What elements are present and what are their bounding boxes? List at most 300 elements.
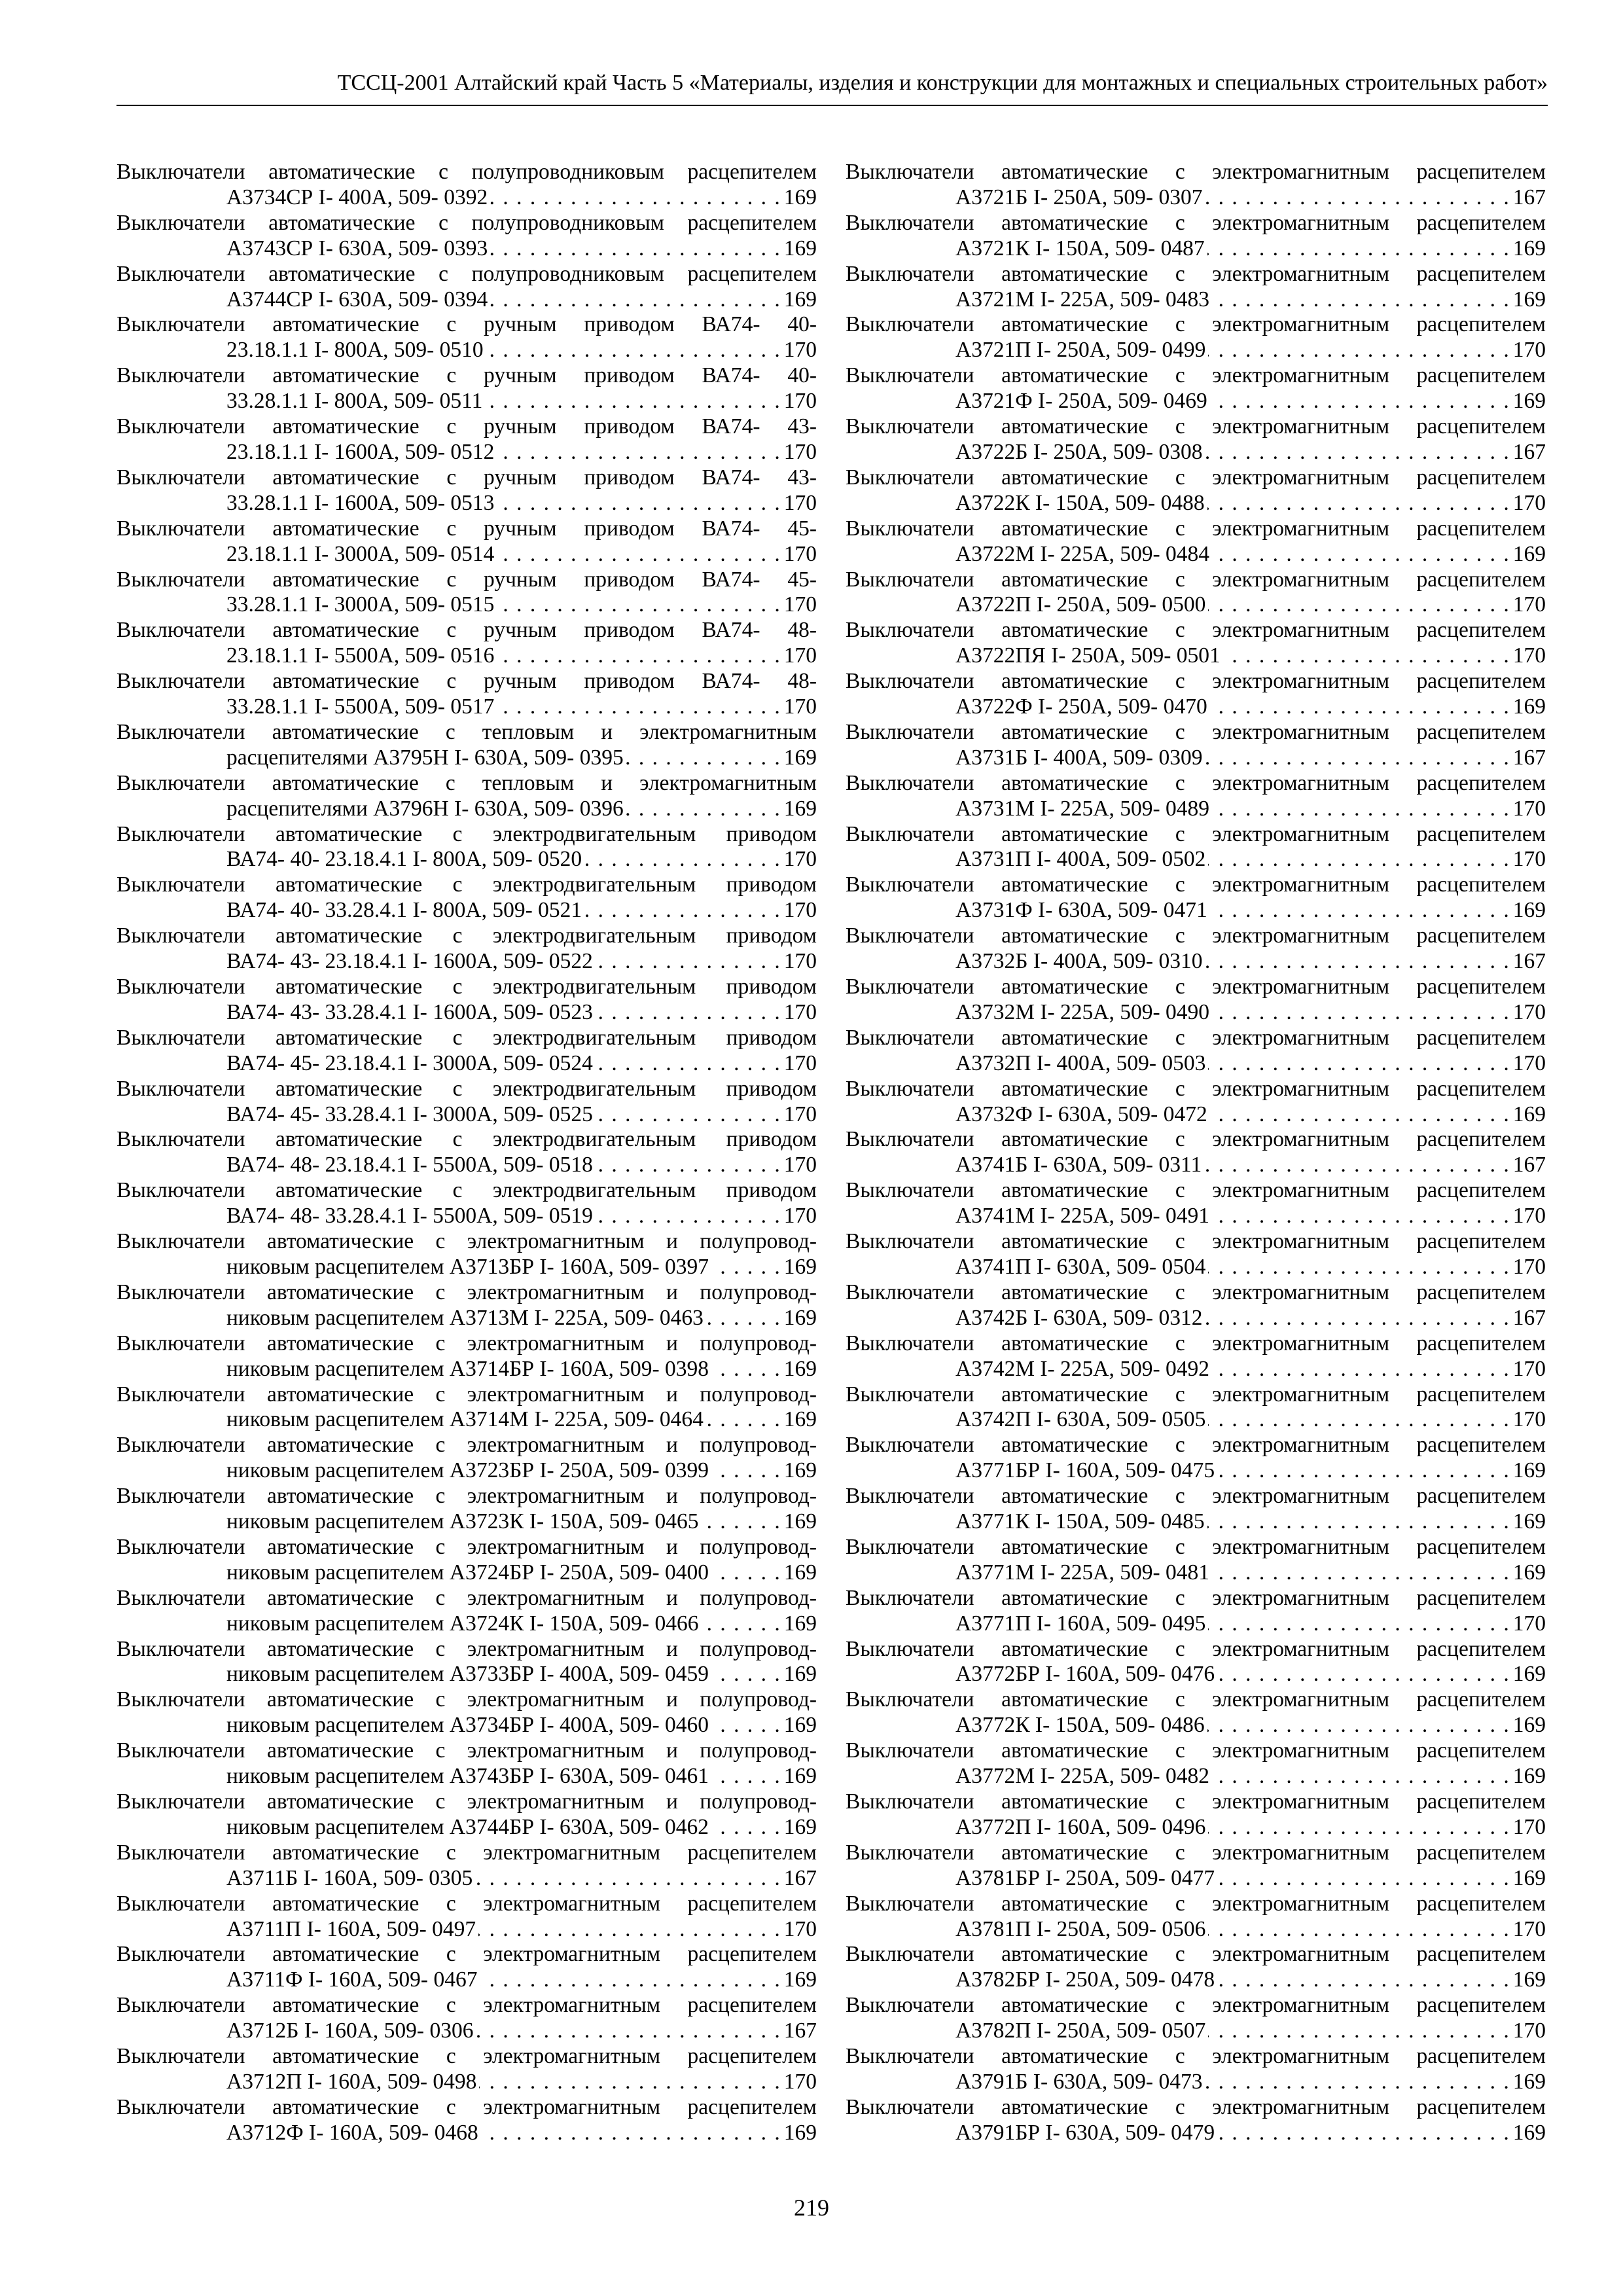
dot-leader [1210, 694, 1510, 720]
dot-leader [497, 542, 781, 567]
index-entry [116, 618, 817, 669]
entry-title: Выключатели автоматические с электромагнитным и полупровод- [116, 1484, 817, 1509]
index-entry [116, 1892, 817, 1943]
index-entry [846, 1942, 1546, 1993]
entry-continuation [116, 1560, 817, 1586]
dot-leader [706, 1407, 781, 1433]
entry-designation: А3722П I- 250А, 509- 0500 [955, 592, 1206, 617]
entry-designation: А3722К I- 150А, 509- 0488 [955, 490, 1205, 515]
entry-title: Выключатели автоматические с электромагнитным расцепителем [116, 2044, 817, 2069]
entry-continuation [846, 2018, 1546, 2044]
index-entry [116, 1229, 817, 1280]
entry-continuation [846, 1255, 1546, 1280]
entry-title: Выключатели автоматические с электромагнитным расцепителем [116, 1840, 817, 1865]
dot-leader [1208, 338, 1510, 363]
entry-page-number: 170 [1512, 999, 1546, 1024]
index-entry [116, 1993, 817, 2044]
entry-page-number: 167 [1512, 745, 1546, 770]
index-entry [116, 211, 817, 262]
dot-leader [1208, 1255, 1510, 1280]
entry-designation: А3721П I- 250А, 509- 0499 [955, 338, 1206, 363]
index-entry [116, 1942, 817, 1993]
dot-leader [596, 949, 781, 975]
entry-continuation [116, 1153, 817, 1178]
entry-continuation [116, 1204, 817, 1229]
entry-continuation [846, 949, 1546, 975]
index-entry [116, 1127, 817, 1178]
entry-designation: А3772БР I- 160А, 509- 0476 [955, 1662, 1215, 1687]
entry-page-number: 169 [783, 1764, 817, 1789]
index-entry [846, 1127, 1546, 1178]
dot-leader [701, 1611, 781, 1637]
entry-page-number: 169 [783, 1967, 817, 1992]
entry-page-number: 169 [1512, 1764, 1546, 1789]
index-entry [116, 669, 817, 720]
entry-designation: 23.18.1.1 I- 800А, 509- 0510 [226, 338, 484, 363]
entry-designation: 23.18.1.1 I- 1600А, 509- 0512 [226, 439, 495, 464]
entry-page-number: 170 [783, 592, 817, 617]
index-entry [116, 1535, 817, 1586]
index-entry [846, 822, 1546, 873]
dot-leader [497, 491, 781, 516]
entry-page-number: 170 [1512, 1916, 1546, 1941]
entry-continuation [846, 491, 1546, 516]
index-entry [846, 1892, 1546, 1943]
entry-page-number: 170 [783, 999, 817, 1024]
entry-designation: А3771М I- 225А, 509- 0481 [955, 1560, 1210, 1585]
entry-continuation [846, 1458, 1546, 1484]
entry-designation: А3712Б I- 160А, 509- 0306 [226, 2018, 474, 2043]
dot-leader [1210, 898, 1510, 924]
entry-continuation [846, 1153, 1546, 1178]
index-entry [846, 1687, 1546, 1738]
entry-page-number: 170 [1512, 2018, 1546, 2043]
entry-continuation [846, 2121, 1546, 2146]
dot-leader [1208, 1611, 1510, 1637]
entry-continuation [846, 1764, 1546, 1789]
entry-title: Выключатели автоматические с электромагнитным расцепителем [846, 1738, 1546, 1763]
index-entry [846, 1178, 1546, 1229]
index-entry [116, 2095, 817, 2146]
index-entry [116, 1586, 817, 1637]
entry-title: Выключатели автоматические с электродвигательным приводом [116, 1178, 817, 1203]
entry-page-number: 170 [783, 1916, 817, 1941]
dot-leader [706, 1306, 781, 1331]
entry-title: Выключатели автоматические с электромагнитным расцепителем [116, 1993, 817, 2018]
dot-leader [596, 1204, 781, 1229]
entry-designation: А3731Ф I- 630А, 509- 0471 [955, 898, 1207, 923]
entry-page-number: 167 [783, 2018, 817, 2043]
index-entry [846, 872, 1546, 924]
index-entry [846, 975, 1546, 1026]
entry-designation: никовым расцепителем А3734БР I- 400А, 509- 0460 [226, 1713, 709, 1738]
entry-title: Выключатели автоматические с электромагнитным и полупровод- [116, 1738, 817, 1763]
index-entry [116, 567, 817, 619]
dot-leader [711, 1255, 781, 1280]
entry-designation: никовым расцепителем А3723БР I- 250А, 509- 0399 [226, 1458, 709, 1483]
dot-leader [584, 898, 781, 924]
index-entry [846, 1229, 1546, 1280]
entry-page-number: 169 [783, 1458, 817, 1483]
index-entry [116, 1433, 817, 1484]
entry-designation: ВА74- 48- 23.18.4.1 I- 5500А, 509- 0518 [226, 1153, 593, 1177]
entry-continuation [846, 797, 1546, 822]
dot-leader [490, 185, 781, 211]
dot-leader [596, 1153, 781, 1178]
entry-continuation [846, 1662, 1546, 1687]
entry-title: Выключатели автоматические с электромагнитным расцепителем [846, 261, 1546, 286]
entry-designation: А3722ПЯ I- 250А, 509- 0501 [955, 643, 1221, 668]
dot-leader [711, 1458, 781, 1484]
entry-designation: А3712П I- 160А, 509- 0498 [226, 2069, 477, 2094]
entry-page-number: 170 [783, 1102, 817, 1126]
entry-continuation [116, 1713, 817, 1738]
dot-leader [481, 2121, 781, 2146]
entry-page-number: 169 [783, 1560, 817, 1585]
dot-leader [1212, 797, 1510, 822]
entry-title: Выключатели автоматические с электромагнитным расцепителем [846, 872, 1546, 897]
dot-leader [497, 440, 781, 465]
index-entry [116, 1637, 817, 1688]
index-entry [846, 567, 1546, 619]
entry-page-number: 169 [783, 1407, 817, 1432]
dot-leader [490, 287, 781, 313]
index-entry [116, 1687, 817, 1738]
entry-title: Выключатели автоматические с электромагнитным и полупровод- [116, 1331, 817, 1355]
entry-continuation [116, 2018, 817, 2044]
entry-designation: А3743СР I- 630А, 509- 0393 [226, 236, 488, 260]
entry-title: Выключатели автоматические с электромагнитным и полупровод- [116, 1789, 817, 1814]
index-entry [116, 516, 817, 567]
entry-page-number: 170 [1512, 490, 1546, 515]
entry-continuation [116, 1866, 817, 1892]
entry-title: Выключатели автоматические с электромагнитным и полупровод- [116, 1636, 817, 1661]
entry-title: Выключатели автоматические с ручным приводом ВА74- 40- [116, 312, 817, 337]
entry-designation: 23.18.1.1 I- 5500А, 509- 0516 [226, 643, 495, 668]
entry-designation: А3782П I- 250А, 509- 0507 [955, 2018, 1206, 2043]
entry-designation: А3741Б I- 630А, 509- 0311 [955, 1153, 1202, 1177]
entry-continuation [846, 338, 1546, 363]
entry-designation: А3791Б I- 630А, 509- 0473 [955, 2069, 1203, 2094]
index-entry [116, 1280, 817, 1331]
entry-title: Выключатели автоматические с электромагнитным расцепителем [846, 770, 1546, 795]
entry-continuation [846, 847, 1546, 872]
index-entry [846, 465, 1546, 516]
entry-designation: А3742П I- 630А, 509- 0505 [955, 1407, 1206, 1432]
entry-continuation [116, 185, 817, 211]
entry-continuation [116, 745, 817, 771]
entry-title: Выключатели автоматические с электромагнитным расцепителем [846, 1636, 1546, 1661]
entry-designation: ВА74- 43- 33.28.4.1 I- 1600А, 509- 0523 [226, 999, 593, 1024]
index-column-right [846, 160, 1546, 2146]
entry-designation: А3771К I- 150А, 509- 0485 [955, 1509, 1205, 1534]
entry-title: Выключатели автоматические с электромагнитным расцепителем [846, 210, 1546, 235]
dot-leader [1212, 1560, 1510, 1586]
dot-leader [475, 1866, 781, 1892]
entry-title: Выключатели автоматические с электромагнитным расцепителем [846, 618, 1546, 643]
entry-title: Выключатели автоматические с электромагнитным расцепителем [846, 1178, 1546, 1203]
index-entry [846, 211, 1546, 262]
entry-continuation [116, 491, 817, 516]
entry-title: Выключатели автоматические с электромагнитным расцепителем [846, 719, 1546, 744]
index-entry [846, 1789, 1546, 1840]
entry-continuation [116, 1407, 817, 1433]
entry-page-number: 169 [783, 1509, 817, 1534]
entry-continuation [116, 1764, 817, 1789]
index-entry [846, 262, 1546, 313]
index-entry [116, 872, 817, 924]
entry-page-number: 169 [783, 745, 817, 770]
entry-designation: А3721М I- 225А, 509- 0483 [955, 287, 1210, 312]
entry-page-number: 169 [783, 1814, 817, 1839]
entry-page-number: 170 [1512, 1356, 1546, 1381]
index-entry [116, 465, 817, 516]
entry-page-number: 167 [1512, 1305, 1546, 1330]
entry-continuation [116, 949, 817, 975]
entry-continuation [116, 2070, 817, 2095]
entry-page-number: 169 [783, 1662, 817, 1687]
entry-title: Выключатели автоматические с электромагнитным расцепителем [846, 2094, 1546, 2119]
entry-title: Выключатели автоматические с электромагнитным расцепителем [846, 1433, 1546, 1458]
entry-continuation [846, 1000, 1546, 1026]
entry-designation: 23.18.1.1 I- 3000А, 509- 0514 [226, 541, 495, 566]
index-entry [846, 1382, 1546, 1433]
entry-designation: А3711Ф I- 160А, 509- 0467 [226, 1967, 478, 1992]
entry-page-number: 169 [1512, 1865, 1546, 1890]
entry-designation: А3771П I- 160А, 509- 0495 [955, 1611, 1206, 1636]
entry-continuation [116, 898, 817, 924]
index-entry [846, 414, 1546, 465]
dot-leader [1208, 1407, 1510, 1433]
entry-page-number: 169 [1512, 541, 1546, 566]
dot-leader [1207, 1509, 1510, 1535]
entry-title: Выключатели автоматические с электромагнитным расцепителем [846, 1942, 1546, 1967]
entry-continuation [116, 694, 817, 720]
entry-designation: расцепителями А3795Н I- 630А, 509- 0395 [226, 745, 624, 770]
entry-designation: А3711Б I- 160А, 509- 0305 [226, 1865, 473, 1890]
entry-title: Выключатели автоматические с электромагнитным расцепителем [846, 1687, 1546, 1712]
index-entry [116, 414, 817, 465]
dot-leader [1207, 1713, 1510, 1738]
entry-page-number: 170 [1512, 1814, 1546, 1839]
index-entry [846, 669, 1546, 720]
entry-designation: А3781БР I- 250А, 509- 0477 [955, 1865, 1215, 1890]
index-entry [846, 363, 1546, 414]
entry-continuation [846, 1560, 1546, 1586]
entry-page-number: 170 [783, 439, 817, 464]
entry-title: Выключатели автоматические с электромагнитным расцепителем [846, 312, 1546, 337]
dot-leader [711, 1560, 781, 1586]
entry-continuation [846, 2070, 1546, 2095]
index-entry [846, 1637, 1546, 1688]
entry-title: Выключатели автоматические с электромагнитным расцепителем [846, 1331, 1546, 1355]
entry-designation: А3721Ф I- 250А, 509- 0469 [955, 389, 1207, 414]
index-entry [846, 2044, 1546, 2095]
index-entry [846, 1026, 1546, 1077]
entry-title: Выключатели автоматические с электромагнитным расцепителем [116, 1942, 817, 1967]
entry-continuation [116, 542, 817, 567]
index-entry [116, 2044, 817, 2095]
page-number: 219 [794, 2195, 829, 2221]
entry-page-number: 167 [1512, 1153, 1546, 1177]
entry-continuation [116, 847, 817, 872]
entry-designation: ВА74- 43- 23.18.4.1 I- 1600А, 509- 0522 [226, 949, 593, 974]
dot-leader [1208, 1815, 1510, 1840]
entry-continuation [116, 1051, 817, 1077]
dot-leader [1208, 592, 1510, 618]
dot-leader [480, 1967, 781, 1993]
entry-designation: никовым расцепителем А3713М I- 225А, 509- 0463 [226, 1305, 704, 1330]
entry-page-number: 169 [1512, 2120, 1546, 2145]
entry-continuation [846, 389, 1546, 414]
entry-title: Выключатели автоматические с ручным приводом ВА74- 45- [116, 516, 817, 541]
entry-page-number: 169 [783, 796, 817, 821]
entry-continuation [116, 643, 817, 669]
index-column-left [116, 160, 817, 2146]
entry-page-number: 169 [1512, 1509, 1546, 1534]
entry-title: Выключатели автоматические с электромагнитным и полупровод- [116, 1280, 817, 1304]
entry-continuation [846, 745, 1546, 771]
entry-continuation [846, 185, 1546, 211]
entry-page-number: 169 [783, 1305, 817, 1330]
entry-continuation [846, 1866, 1546, 1892]
index-entry [116, 312, 817, 363]
entry-title: Выключатели автоматические с электромагнитным расцепителем [846, 1840, 1546, 1865]
dot-leader [1204, 1153, 1510, 1178]
entry-page-number: 169 [1512, 1662, 1546, 1687]
entry-title: Выключатели автоматические с электромагнитным расцепителем [846, 2044, 1546, 2069]
entry-title: Выключатели автоматические с электромагнитным и полупровод- [116, 1534, 817, 1559]
index-entry [116, 771, 817, 822]
dot-leader [711, 1662, 781, 1687]
entry-title: Выключатели автоматические с электромагнитным расцепителем [846, 1280, 1546, 1304]
entry-page-number: 170 [783, 847, 817, 872]
entry-page-number: 170 [1512, 1611, 1546, 1636]
index-entry [846, 618, 1546, 669]
entry-page-number: 170 [1512, 1204, 1546, 1229]
index-entry [116, 924, 817, 975]
dot-leader [497, 643, 781, 669]
entry-title: Выключатели автоматические с электромагнитным расцепителем [846, 1993, 1546, 2018]
entry-designation: А3732Ф I- 630А, 509- 0472 [955, 1102, 1207, 1126]
entry-designation: ВА74- 40- 33.28.4.1 I- 800А, 509- 0521 [226, 898, 582, 923]
entry-page-number: 169 [1512, 389, 1546, 414]
entry-continuation [846, 1713, 1546, 1738]
entry-page-number: 170 [1512, 1254, 1546, 1279]
entry-designation: 33.28.1.1 I- 1600А, 509- 0513 [226, 490, 495, 515]
entry-page-number: 169 [783, 1611, 817, 1636]
entry-designation: расцепителями А3796Н I- 630А, 509- 0396 [226, 796, 624, 821]
entry-continuation [116, 287, 817, 313]
entry-designation: никовым расцепителем А3714М I- 225А, 509- 0464 [226, 1407, 704, 1432]
entry-designation: А3731М I- 225А, 509- 0489 [955, 796, 1210, 821]
entry-designation: А3781П I- 250А, 509- 0506 [955, 1916, 1206, 1941]
dot-leader [1212, 1000, 1510, 1026]
entry-title: Выключатели автоматические с ручным приводом ВА74- 45- [116, 567, 817, 592]
entry-designation: 33.28.1.1 I- 800А, 509- 0511 [226, 389, 483, 414]
entry-title: Выключатели автоматические с ручным приводом ВА74- 48- [116, 669, 817, 694]
dot-leader [1205, 745, 1510, 771]
entry-continuation [846, 1815, 1546, 1840]
entry-title: Выключатели автоматические с электромагнитным расцепителем [846, 1484, 1546, 1509]
entry-title: Выключатели автоматические с электромагнитным расцепителем [846, 1534, 1546, 1559]
entry-title: Выключатели автоматические с электромагнитным расцепителем [846, 1382, 1546, 1407]
entry-designation: А3742Б I- 630А, 509- 0312 [955, 1305, 1203, 1330]
entry-page-number: 170 [783, 541, 817, 566]
dot-leader [1210, 389, 1510, 414]
entry-page-number: 169 [1512, 1102, 1546, 1126]
entry-page-number: 170 [783, 1153, 817, 1177]
index-entry [846, 2095, 1546, 2146]
index-entry [116, 160, 817, 211]
dot-leader [1207, 491, 1510, 516]
entry-page-number: 170 [1512, 592, 1546, 617]
entry-page-number: 169 [1512, 694, 1546, 719]
entry-continuation [846, 1917, 1546, 1943]
entry-title: Выключатели автоматические с электромагнитным расцепителем [846, 1127, 1546, 1152]
index-entry [846, 1077, 1546, 1128]
entry-title: Выключатели автоматические с ручным приводом ВА74- 40- [116, 363, 817, 388]
dot-leader [485, 389, 781, 414]
index-entry [846, 1331, 1546, 1382]
entry-designation: 33.28.1.1 I- 3000А, 509- 0515 [226, 592, 495, 617]
dot-leader [1208, 1917, 1510, 1943]
entry-page-number: 170 [1512, 796, 1546, 821]
entry-continuation [116, 1458, 817, 1484]
entry-page-number: 170 [1512, 1407, 1546, 1432]
dot-leader [711, 1815, 781, 1840]
entry-title: Выключатели автоматические с электродвигательным приводом [116, 1127, 817, 1152]
dot-leader [626, 797, 781, 822]
dot-leader [596, 1051, 781, 1077]
entry-designation: А3712Ф I- 160А, 509- 0468 [226, 2120, 478, 2145]
entry-designation: А3721Б I- 250А, 509- 0307 [955, 185, 1203, 209]
dot-leader [1217, 1458, 1510, 1484]
entry-title: Выключатели автоматические с электромагнитным расцепителем [846, 1585, 1546, 1610]
entry-designation: А3741П I- 630А, 509- 0504 [955, 1254, 1206, 1279]
entry-title: Выключатели автоматические с электродвигательным приводом [116, 872, 817, 897]
entry-continuation [846, 1509, 1546, 1535]
index-entry [846, 1840, 1546, 1892]
entry-designation: А3782БР I- 250А, 509- 0478 [955, 1967, 1215, 1992]
entry-page-number: 169 [783, 1713, 817, 1738]
dot-leader [1223, 643, 1510, 669]
entry-continuation [846, 542, 1546, 567]
dot-leader [596, 1000, 781, 1026]
entry-continuation [116, 1357, 817, 1382]
entry-continuation [846, 1611, 1546, 1637]
entry-title: Выключатели автоматические с полупроводниковым расцепителем [116, 210, 817, 235]
dot-leader [711, 1713, 781, 1738]
entry-title: Выключатели автоматические с ручным приводом ВА74- 43- [116, 414, 817, 439]
dot-leader [1210, 1102, 1510, 1128]
entry-page-number: 169 [1512, 1458, 1546, 1483]
entry-page-number: 170 [783, 694, 817, 719]
entry-page-number: 169 [783, 1356, 817, 1381]
index-entry [116, 363, 817, 414]
entry-title: Выключатели автоматические с электромагнитным и полупровод- [116, 1687, 817, 1712]
entry-designation: А3734СР I- 400А, 509- 0392 [226, 185, 488, 209]
entry-designation: А3722Б I- 250А, 509- 0308 [955, 439, 1203, 464]
index-entry [116, 720, 817, 771]
entry-designation: А3772К I- 150А, 509- 0486 [955, 1713, 1205, 1738]
entry-title: Выключатели автоматические с электродвигательным приводом [116, 1025, 817, 1050]
index-entry [116, 1077, 817, 1128]
dot-leader [1212, 1204, 1510, 1229]
entry-continuation [116, 338, 817, 363]
entry-title: Выключатели автоматические с электромагнитным расцепителем [846, 669, 1546, 694]
entry-page-number: 169 [783, 185, 817, 209]
